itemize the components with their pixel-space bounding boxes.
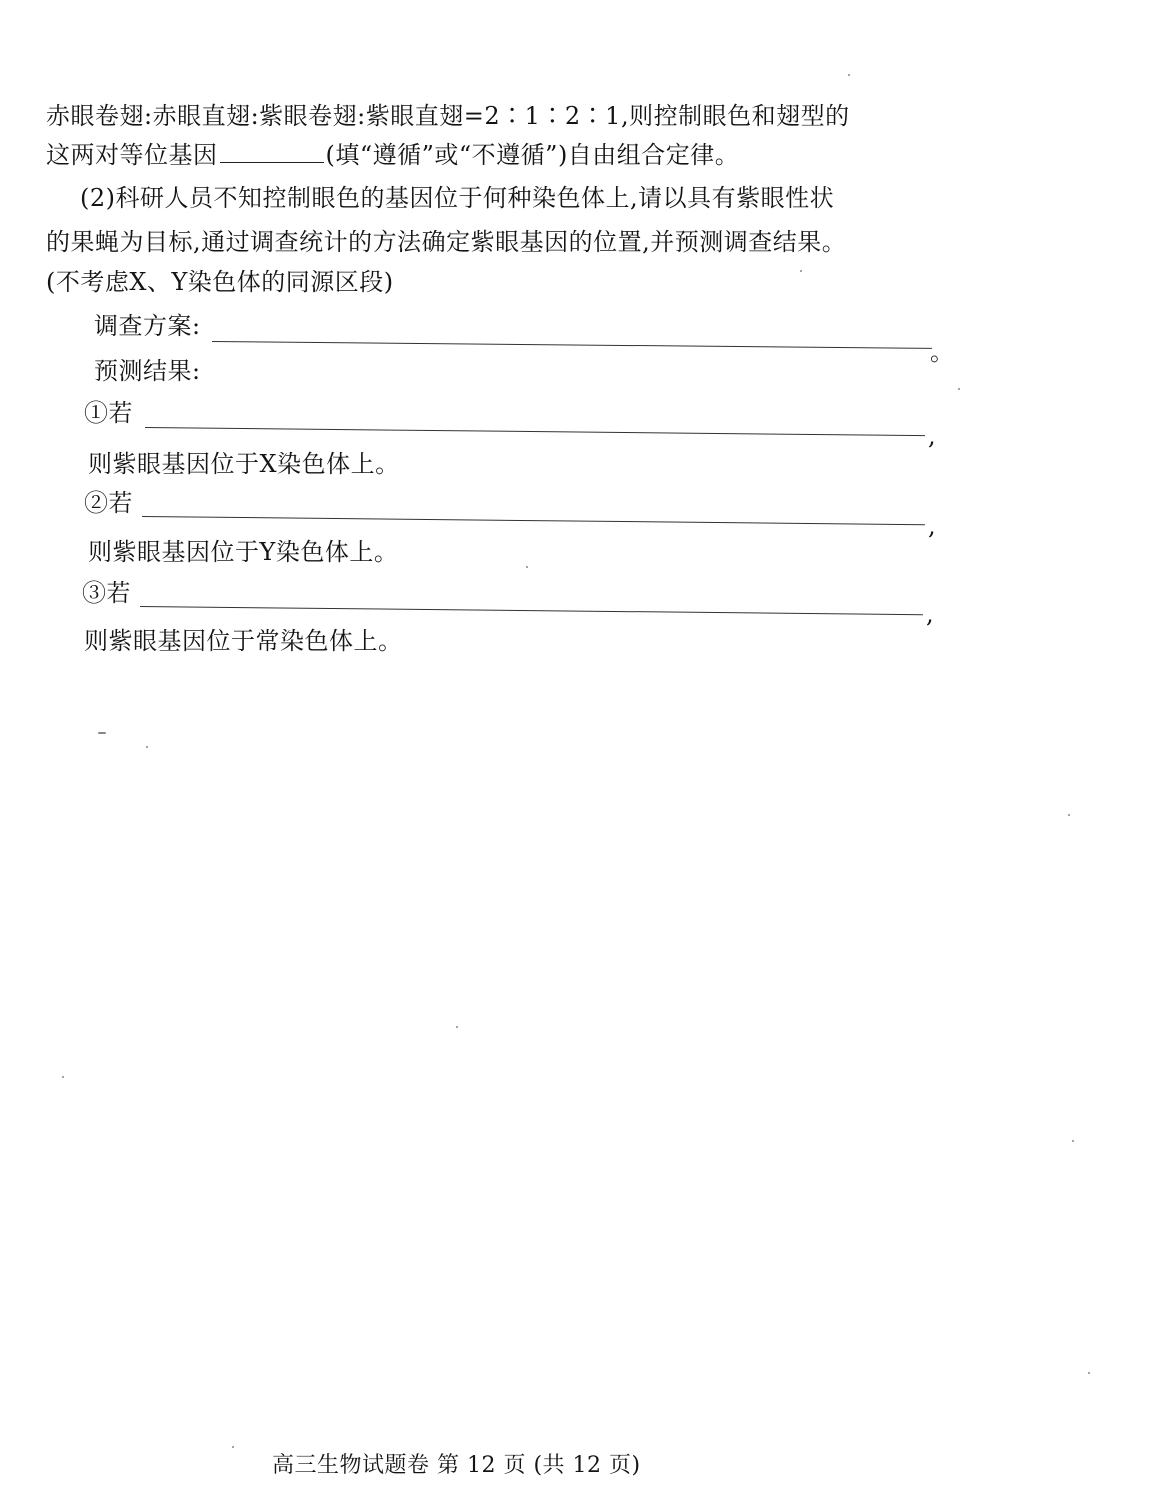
scan-speck <box>958 388 960 390</box>
scan-speck <box>800 270 802 272</box>
text-line-ratio: 赤眼卷翅:赤眼直翅:紫眼卷翅:紫眼直翅=2∶1∶2∶1,则控制眼色和翅型的 <box>46 102 850 130</box>
text-line-question-2: (2)科研人员不知控制眼色的基因位于何种染色体上,请以具有紫眼性状 <box>80 184 835 212</box>
scan-speck <box>1072 1140 1074 1142</box>
result-1-comma: , <box>928 422 936 450</box>
scan-speck <box>456 1026 458 1028</box>
text-line-note: (不考虑X、Y染色体的同源区段) <box>46 268 394 296</box>
result-2-answer-line[interactable] <box>142 516 925 525</box>
scan-speck <box>1068 814 1070 816</box>
scan-speck <box>526 566 528 568</box>
answer-blank[interactable] <box>220 140 324 163</box>
result-1-conclusion: 则紫眼基因位于X染色体上。 <box>88 450 400 478</box>
scan-speck <box>1088 1372 1090 1374</box>
text-before-blank: 这两对等位基因 <box>46 141 218 169</box>
result-2-comma: , <box>928 512 936 540</box>
result-3-comma: , <box>926 600 934 628</box>
result-2-conclusion: 则紫眼基因位于Y染色体上。 <box>88 538 399 566</box>
result-3-conclusion: 则紫眼基因位于常染色体上。 <box>84 627 403 655</box>
scan-speck <box>232 1446 234 1448</box>
scan-speck <box>62 1076 64 1078</box>
scan-speck <box>848 74 850 76</box>
scan-speck <box>146 746 148 748</box>
survey-answer-line[interactable] <box>212 341 932 349</box>
text-after-blank: (填“遵循”或“不遵循”)自由组合定律。 <box>325 141 740 169</box>
result-2-label: ②若 <box>84 489 133 517</box>
predict-label: 预测结果: <box>94 357 201 385</box>
page-footer: 高三生物试题卷 第 12 页 (共 12 页) <box>272 1453 641 1478</box>
text-line-fill-blank <box>46 139 739 171</box>
survey-end-mark: 。 <box>930 338 954 366</box>
text-line-target: 的果蝇为目标,通过调查统计的方法确定紫眼基因的位置,并预测调查结果。 <box>46 228 847 256</box>
result-3-label: ③若 <box>82 579 131 607</box>
result-3-answer-line[interactable] <box>140 606 923 615</box>
survey-label: 调查方案: <box>94 312 201 340</box>
scan-speck <box>98 732 106 734</box>
result-1-answer-line[interactable] <box>145 427 925 436</box>
result-1-label: ①若 <box>84 399 133 427</box>
